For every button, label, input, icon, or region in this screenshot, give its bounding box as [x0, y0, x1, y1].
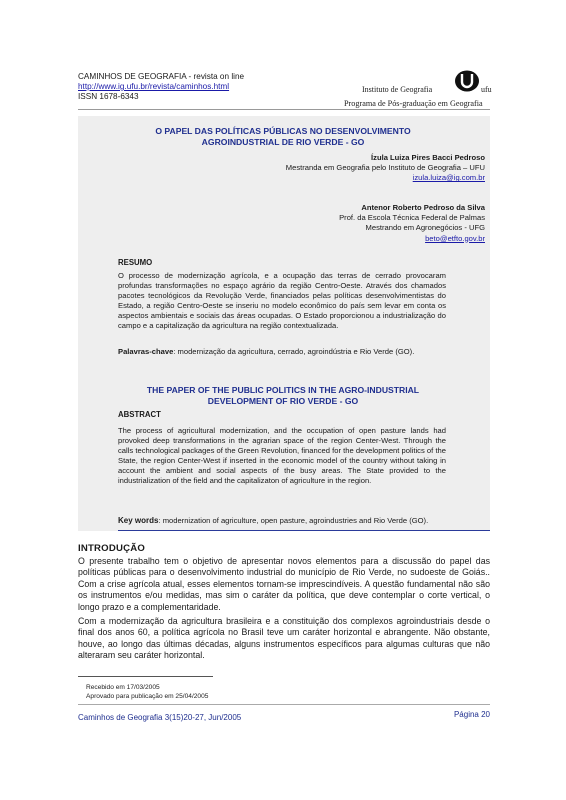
keywords-en-text: : modernization of agriculture, open pasture, agroindustries and Rio Verde (GO).	[158, 516, 429, 525]
received-date: Recebido em 17/03/2005	[86, 684, 160, 691]
program-name: Programa de Pós-graduação em Geografia	[344, 99, 483, 108]
keywords-en-label: Key words	[118, 516, 159, 525]
abstract-heading: ABSTRACT	[118, 410, 161, 419]
abstract-text: The process of agricultural modernization, and the occupation of open pasture lands had provoked deep transformations in the agrarian space of the region Center-West. Through the calls technological packages of the Green Revolution, financed for the development politics of the State, the region Center-West if inserted in the economic model of the country without taking in account the ambient and social aspects of the busy areas. The State provided to the industrialization of the field and the capitalizaton of agriculture in the region.	[118, 426, 446, 485]
english-title-line: THE PAPER OF THE PUBLIC POLITICS IN THE AGRO-INDUSTRIAL	[146, 385, 420, 395]
footer-citation: Caminhos de Geografia 3(15)20-27, Jun/2005	[78, 713, 242, 722]
approved-date: Aprovado para publicação em 25/04/2005	[86, 693, 209, 700]
author-email-link[interactable]: beto@etfto.gov.br	[425, 233, 485, 243]
article-title	[110, 126, 456, 148]
resumo-heading: RESUMO	[118, 258, 153, 267]
header-divider	[78, 109, 490, 110]
institute-name: Instituto de Geografia	[362, 85, 433, 94]
section-divider	[118, 530, 490, 531]
author-name: Antenor Roberto Pedroso da Silva	[361, 203, 485, 212]
author-affiliation: Mestrando em Agronegócios - UFG	[365, 223, 485, 233]
keywords-pt	[118, 347, 448, 357]
journal-url-link[interactable]: http://www.ig.ufu.br/revista/caminhos.html	[78, 82, 230, 91]
keywords-text: : modernização da agricultura, cerrado, agroindústria e Rio Verde (GO).	[173, 347, 415, 356]
intro-heading: INTRODUÇÃO	[78, 543, 146, 554]
ufu-logo-icon	[454, 70, 480, 92]
article-title-line: O PAPEL DAS POLÍTICAS PÚBLICAS NO DESENVOLVIMENTO	[155, 126, 411, 136]
english-title-line: DEVELOPMENT OF RIO VERDE - GO	[207, 396, 359, 406]
journal-title: CAMINHOS DE GEOGRAFIA - revista on line	[78, 72, 245, 81]
author-affiliation: Mestranda em Geografia pelo Instituto de Geografia – UFU	[285, 163, 485, 173]
footnotes	[86, 683, 208, 701]
author-block	[286, 153, 485, 184]
journal-header	[78, 72, 244, 102]
intro-paragraph: Com a modernização da agricultura brasileira e a constituição dos complexos agroindustriais desde o final dos anos 60, a política agrícola no Brasil teve um caráter horizontal e abrangente. Não obstante, houve, ao longo das últimas décadas, alguns instrumentos específicos para algumas culturas que não alteraram seu caráter horizontal.	[78, 616, 490, 661]
article-title-line: AGROINDUSTRIAL DE RIO VERDE - GO	[201, 137, 365, 147]
logo-text: ufu	[481, 85, 492, 94]
author-affiliation: Prof. da Escola Técnica Federal de Palmas	[339, 213, 485, 223]
author-email-link[interactable]: izula.luiza@ig.com.br	[412, 173, 485, 183]
issn: ISSN 1678-6343	[78, 92, 139, 101]
keywords-en	[118, 516, 458, 526]
keywords-label: Palavras-chave	[118, 347, 174, 356]
author-name: Ízula Luiza Pires Bacci Pedroso	[371, 153, 485, 162]
footer-divider	[78, 704, 490, 705]
intro-paragraph: O presente trabalho tem o objetivo de apresentar novos elementos para a discussão do papel das políticas públicas para o desenvolvimento industrial do município de Rio Verde, no sudoeste de Goiás.. Com a crise agrícola atual, esses elementos tornam-se imprescindíveis. A questão fundamental não são os instrumentos e/ou medidas, mas sim o caráter da política, que deve contemplar o corte vertical, o longo prazo e a complementaridade.	[78, 556, 490, 612]
page-number: Página 20	[453, 710, 490, 719]
footnote-rule	[78, 676, 213, 677]
english-title	[110, 385, 456, 407]
resumo-text: O processo de modernização agrícola, e a ocupação das terras de cerrado provocaram profundas transformações no espaço agrário da região Centro-Oeste. Através dos chamados pacotes tecnológicos da Revolução Verde, financiados pelas políticas desenvolvimentistas do Estado, a região Centro-Oeste se inseriu no modelo econômico do país sem levar em conta os aspectos ambientais e sociais das áreas ocupadas. O Estado proporcionou a industrialização do campo e a capitalização da agricultura na região contextualizada.	[118, 271, 446, 330]
author-block	[339, 203, 485, 244]
